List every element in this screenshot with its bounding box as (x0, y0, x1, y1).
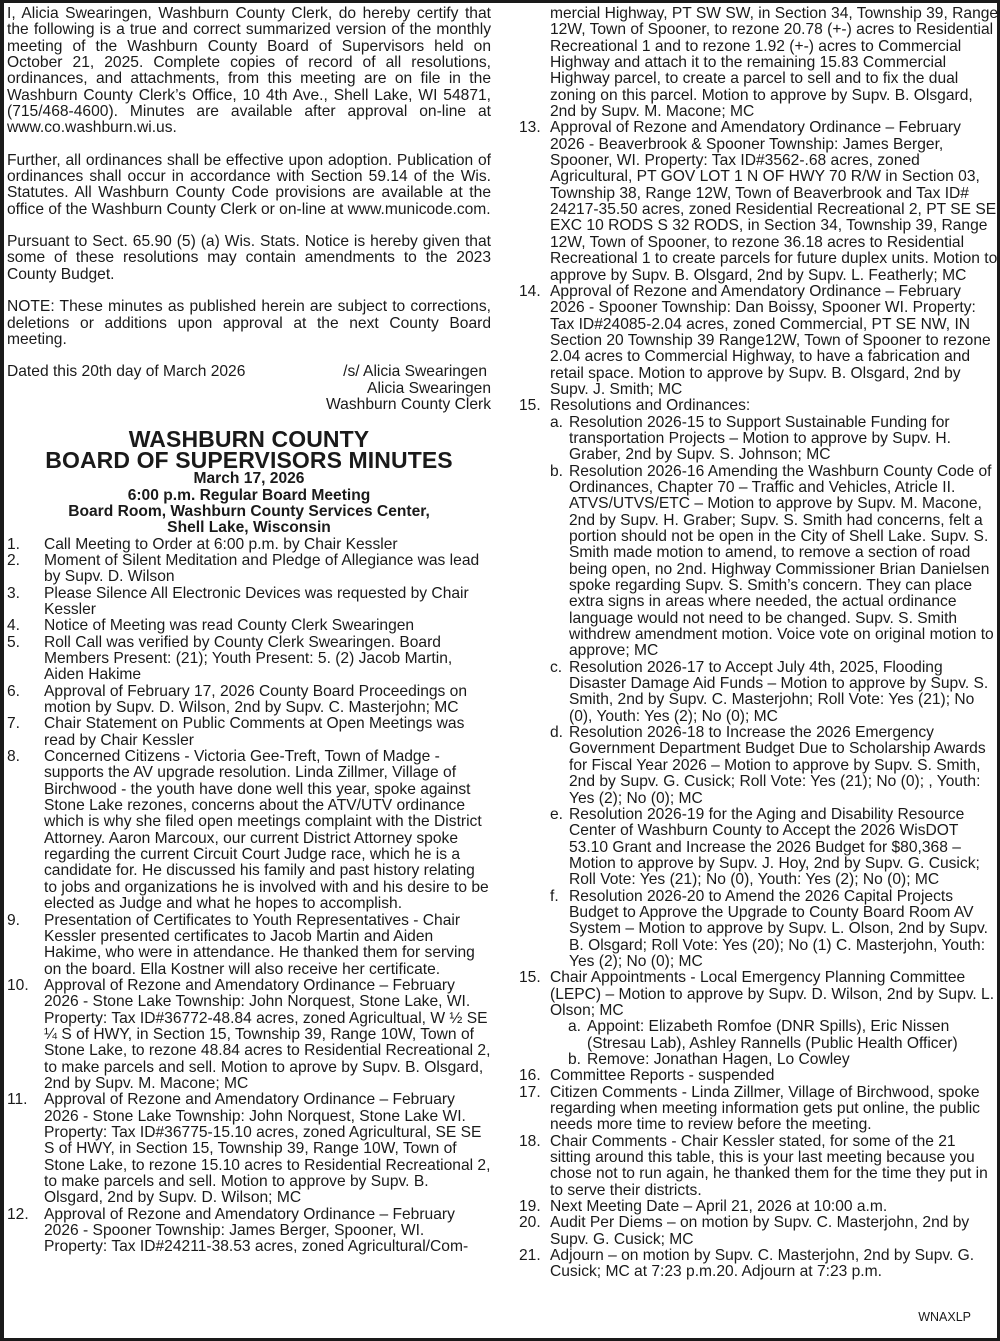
meeting-location-1: Board Room, Washburn County Services Center, (68, 502, 430, 520)
item-text: Chair Appointments - Local Emergency Planning Committee (LEPC) – Motion to approve by Supv. D. Wilson, 2nd by Supv. L. Olson; MC (550, 969, 995, 1019)
item-text: Approval of Rezone and Amendatory Ordinance – February 2026 - Stone Lake Township: John Norquest, Stone Lake, WI. Property: Tax ID#36772-48.84 acres, zoned Agricultual, W ½ SE ¼ S of HWY, in Section 15, Township 39, Range 10W, Town of Stone Lake, to rezone 48.84 acres to Residential Recreational 2, to make parcels and sell. Motion to aprove by Supv. B. Olsgard, 2nd by Supv. M. Macone; MC (44, 976, 491, 1092)
item-text: Audit Per Diems – on motion by Supv. C. Masterjohn, 2nd by Supv. G. Cusick; MC (550, 1214, 970, 1248)
item-number: 5. (7, 633, 21, 651)
sub-text: Resolution 2026-19 for the Aging and Disability Resource Center of Washburn County to Accept the 2026 WisDOT 53.10 Grant and Increase the 2026 Budget for $80,368 – Motion to approve by Supv. J. Hoy, 2nd by Supv. G. Cusick; Roll Vote: Yes (21); No (0), Youth: Yes (2); No (0); MC (569, 805, 980, 889)
agenda-item-5 (7, 635, 491, 684)
agenda-item-8 (7, 749, 491, 912)
sub-letter: c. (550, 658, 563, 676)
agenda-list-left (7, 537, 491, 1256)
item-number: 10. (7, 976, 29, 994)
item-number: 3. (7, 584, 21, 602)
agenda-item-12-continued (511, 6, 999, 120)
sub-text: Resolution 2026-15 to Support Sustainable Funding for transportation Projects – Motion to approve by Supv. H. Graber, 2nd by Supv. S. Johnson; MC (569, 413, 951, 464)
agenda-item-14 (511, 284, 999, 398)
resolution-a (511, 415, 999, 464)
agenda-item-2 (7, 553, 491, 586)
item-text: Approval of Rezone and Amendatory Ordinance – February 2026 - Stone Lake Township: John Norquest, Stone Lake WI. Property: Tax ID#36775-15.10 acres, zoned Agricultural, SE SE S of HWY, in Section 15, Township 39, Range 10W, Town of Stone Lake, to rezone 15.10 acres to Residential Recreational 2, to make parcels and sell. Motion to approve by Supv. B. Olsgard, 2nd by Supv. D. Wilson; MC (44, 1091, 491, 1207)
sub-letter: a. (568, 1018, 582, 1036)
meeting-type: 6:00 p.m. Regular Board Meeting (127, 486, 371, 504)
item-text: Approval of Rezone and Amendatory Ordinance – February 2026 - Spooner Township: Dan Boissy, Spooner WI. Property: Tax ID#24085-2.04 acres, zoned Commercial, PT SE NW, IN Section 20 Township 39 Range12W, Town of Spooner to rezone 2.04 acres to Commercial Highway, to have a fabrication and retail space. Motion to approve by Supv. B. Olsgard, 2nd by Supv. J. Smith; MC (550, 282, 991, 398)
item-text: Presentation of Certificates to Youth Representatives - Chair Kessler presented certificates to Jacob Martin and Aiden Hakime, who were in attendance. He thanked them for serving on the board. Ella Kostner will also receive her certificate. (44, 911, 475, 978)
agenda-item-18 (511, 1134, 999, 1199)
item-number: 17. (519, 1083, 541, 1101)
item-text: Please Silence All Electronic Devices was requested by Chair Kessler (44, 584, 469, 618)
agenda-item-15-resolutions (511, 398, 999, 414)
sub-text: Resolution 2026-16 Amending the Washburn County Code of Ordinances, Chapter 70 – Traffic and Vehicles, Atricle II. ATVS/UTVS/ETC – Motion to approve by Supv. M. Macone, 2nd by Supv. H. Graber; Supv. S. Smith had concerns, felt a portion should not be open in the City of Shell Lake. Supv. S. Smith made motion to amend, to remove a section of road being open, no 2nd. Highway Commissioner Brian Danielsen spoke regarding Supv. S. Smith’s concern. They can place extra signs in areas where needed, the actual ordinance language would not need to be changed. Supv. S. Smith withdrew amendment motion. Voice vote on original motion to approve; MC (569, 462, 994, 660)
title-line-1: WASHBURN COUNTY (128, 426, 370, 453)
sub-letter: b. (550, 462, 564, 480)
agenda-item-7 (7, 716, 491, 749)
agenda-item-12 (7, 1207, 491, 1256)
sub-text: Resolution 2026-18 to Increase the 2026 Emergency Government Department Budget Due to Scholarship Awards for Fiscal Year 2026 – Motion to approve by Supv. S. Smith, 2nd by Supv. G. Cusick; Roll Vote: Yes (21); No (0); , Youth: Yes (2); No (0); MC (569, 724, 986, 807)
item-text: Concerned Citizens - Victoria Gee-Treft, Town of Madge - supports the AV upgrade resolution. Linda Zillmer, Village of Birchwood - the youth have done well this year, spoke against Stone Lake rezones, concerns about the ATV/UTV ordinance which is why she filed open meetings complaint with the District Attorney. Aaron Marcoux, our current District Attorney spoke regarding the current Circuit Court Judge race, which he is a candidate for. He discussed his family and past history relating to jobs and organizations he is involved with and his desire to be elected as Judge and what he hopes to accomplish. (44, 748, 489, 913)
item-text: Committee Reports - suspended (550, 1067, 775, 1085)
resolution-e (511, 807, 999, 889)
left-column (7, 6, 491, 1256)
agenda-item-10 (7, 978, 491, 1092)
item-number: 8. (7, 748, 21, 766)
agenda-item-9 (7, 913, 491, 978)
sub-letter: f. (550, 887, 559, 905)
sub-letter: a. (550, 413, 564, 431)
item-number: 15. (519, 397, 541, 415)
item-text: Next Meeting Date – April 21, 2026 at 10:00 a.m. (550, 1198, 888, 1216)
agenda-item-6 (7, 684, 491, 717)
signature-line: /s/ Alicia Swearingen (343, 363, 487, 381)
item-text: Approval of Rezone and Amendatory Ordinance – February 2026 - Beaverbrook & Spooner Township: James Berger, Spooner, WI. Property: Tax ID#3562-.68 acres, zoned Agricultural, PT GOV LOT 1 N OF HWY 70 R/W in Section 03, Township 38, Range 12W, Town of Beaverbrook and Tax ID# 24217-35.50 acres, zoned Residential Recreational 2, PT SE SE EXC 10 RODS S 32 RODS, in Section 34, Township 39, Range 12W, Town of Spooner, to rezone 36.18 acres to Residential Recreational 1 to create parcels for future duplex units. Motion to approve by Supv. B. Olsgard, 2nd by Supv. L. Featherly; MC (550, 119, 998, 284)
item-number: 1. (7, 535, 21, 553)
item-number: 2. (7, 551, 21, 569)
resolution-c (511, 660, 999, 725)
item-number: 14. (519, 282, 541, 300)
signature-title: Washburn County Clerk (326, 395, 491, 413)
item-number: 9. (7, 911, 21, 929)
item-number: 13. (519, 119, 541, 137)
agenda-item-1 (7, 537, 491, 553)
right-column (511, 6, 999, 1281)
item-text: Approval of February 17, 2026 County Board Proceedings on motion by Supv. D. Wilson, 2nd by Supv. C. Masterjohn; MC (44, 682, 468, 717)
agenda-item-15-appointments (511, 970, 999, 1019)
item-text: Approval of Rezone and Amendatory Ordinance – February 2026 - Spooner Township: James Berger, Spooner, WI. Property: Tax ID#24211-38.53 acres, zoned Agricultural/Com- (44, 1205, 469, 1256)
item-number: 16. (519, 1067, 541, 1085)
minutes-header (7, 426, 491, 537)
item-number: 15. (519, 969, 541, 987)
item-number: 19. (519, 1198, 541, 1216)
item-text: Chair Comments - Chair Kessler stated, for some of the 21 sitting around this table, this is your last meeting because you chose not to run again, he thanked them for the time they put in to serve their districts. (550, 1132, 988, 1199)
item-number: 4. (7, 617, 21, 635)
item-text: Adjourn – on motion by Supv. C. Masterjohn, 2nd by Supv. G. Cusick; MC at 7:23 p.m.20. Adjourn at 7:23 p.m. (550, 1247, 975, 1281)
title-line-2: BOARD OF SUPERVISORS MINUTES (45, 447, 453, 474)
agenda-item-3 (7, 586, 491, 619)
ordinance-effective-paragraph: Further, all ordinances shall be effective upon adoption. Publication of ordinances shall occur in accordance with Section 59.14 of the Wis. Statutes. All Washburn County Code provisions are available at the office of the Washburn County Clerk or on-line at www.municode.com. (7, 151, 491, 218)
item-text: Resolutions and Ordinances: (550, 397, 751, 415)
item-number: 12. (7, 1205, 29, 1223)
item-text: Citizen Comments - Linda Zillmer, Village of Birchwood, spoke regarding when meeting information gets put online, the public needs more time to review before the meeting. (550, 1083, 980, 1134)
agenda-item-17 (511, 1085, 999, 1134)
meeting-date: March 17, 2026 (193, 470, 305, 488)
signature-name: Alicia Swearingen (367, 379, 491, 397)
item-number: 6. (7, 682, 21, 700)
sub-letter: b. (568, 1051, 582, 1068)
agenda-item-21 (511, 1248, 999, 1281)
appointment-b (511, 1052, 999, 1068)
item-number: 7. (7, 715, 21, 733)
publication-code: WNAXLP (918, 1310, 971, 1324)
agenda-item-16 (511, 1068, 999, 1084)
meeting-location-2: Shell Lake, Wisconsin (167, 519, 331, 537)
item-text: Roll Call was verified by County Clerk Swearingen. Board Members Present: (21); Youth Present: 5. (2) Jacob Martin, Aiden Hakime (44, 633, 453, 684)
note-paragraph: NOTE: These minutes as published herein are subject to corrections, deletions or additions upon approval at the next County Board meeting. (7, 298, 491, 348)
agenda-item-19 (511, 1199, 999, 1215)
sub-text: Appoint: Elizabeth Romfoe (DNR Spills), Eric Nissen (Stresau Lab), Ashley Rannells (Public Health Officer) (587, 1018, 958, 1052)
agenda-item-11 (7, 1092, 491, 1206)
sub-text: Remove: Jonathan Hagen, Lo Cowley (587, 1051, 850, 1068)
agenda-item-13 (511, 120, 999, 283)
item-text: Call Meeting to Order at 6:00 p.m. by Chair Kessler (44, 535, 398, 553)
sub-letter: d. (550, 724, 564, 742)
item-number: 20. (519, 1214, 541, 1232)
sub-letter: e. (550, 805, 564, 823)
item-text: Notice of Meeting was read County Clerk Swearingen (44, 617, 415, 635)
agenda-item-4 (7, 618, 491, 634)
item-text: mercial Highway, PT SW SW, in Section 34, Township 39, Range 12W, Town of Spooner, to rezone 20.78 (+-) acres to Residential Recreational 1 and to rezone 1.92 (+-) acres to Commercial Highway and attach it to the remaining 15.83 Commercial Highway parcel, to create a parcel to sell and to fix the dual zoning on this parcel. Motion to approve by Supv. B. Olsgard, 2nd by Supv. M. Macone; MC (550, 5, 999, 121)
item-number: 21. (519, 1247, 541, 1265)
item-number: 18. (519, 1132, 541, 1150)
certification-paragraph: I, Alicia Swearingen, Washburn County Clerk, do hereby certify that the following is a true and correct summarized version of the monthly meeting of the Washburn County Board of Supervisors held on October 21, 2025. Complete copies of record of all resolutions, ordinances, and attachments, from this meeting are on file in the Washburn County Clerk’s Office, 10 4th Ave., Shell Lake, WI 54871, (715/468-4600). Minutes are available after approval on-line at www.co.washburn.wi.us. (7, 5, 491, 137)
resolution-f (511, 889, 999, 971)
agenda-item-20 (511, 1215, 999, 1248)
budget-notice-paragraph: Pursuant to Sect. 65.90 (5) (a) Wis. Stats. Notice is hereby given that some of these resolutions may contain amendments to the 2023 County Budget. (7, 233, 491, 283)
dated-text: Dated this 20th day of March 2026 (7, 363, 246, 381)
dated-row (7, 364, 491, 380)
item-text: Moment of Silent Meditation and Pledge of Allegiance was lead by Supv. D. Wilson (44, 551, 480, 586)
sub-text: Resolution 2026-20 to Amend the 2026 Capital Projects Budget to Approve the Upgrade to County Board Room AV System – Motion to approve by Supv. L. Olson, 2nd by Supv. B. Olsgard; Roll Vote: Yes (20); No (1) C. Masterjohn, Youth: Yes (2); No (0); MC (569, 887, 988, 970)
resolution-b (511, 464, 999, 660)
sub-text: Resolution 2026-17 to Accept July 4th, 2025, Flooding Disaster Damage Aid Funds – Motion to approve by Supv. S. Smith, 2nd by Supv. C. Masterjohn; Roll Vote: Yes (21); No (0), Youth: Yes (2); No (0); MC (569, 658, 989, 725)
resolution-d (511, 725, 999, 807)
appointment-a (511, 1019, 999, 1052)
item-number: 11. (7, 1091, 28, 1109)
item-text: Chair Statement on Public Comments at Open Meetings was read by Chair Kessler (44, 715, 465, 749)
